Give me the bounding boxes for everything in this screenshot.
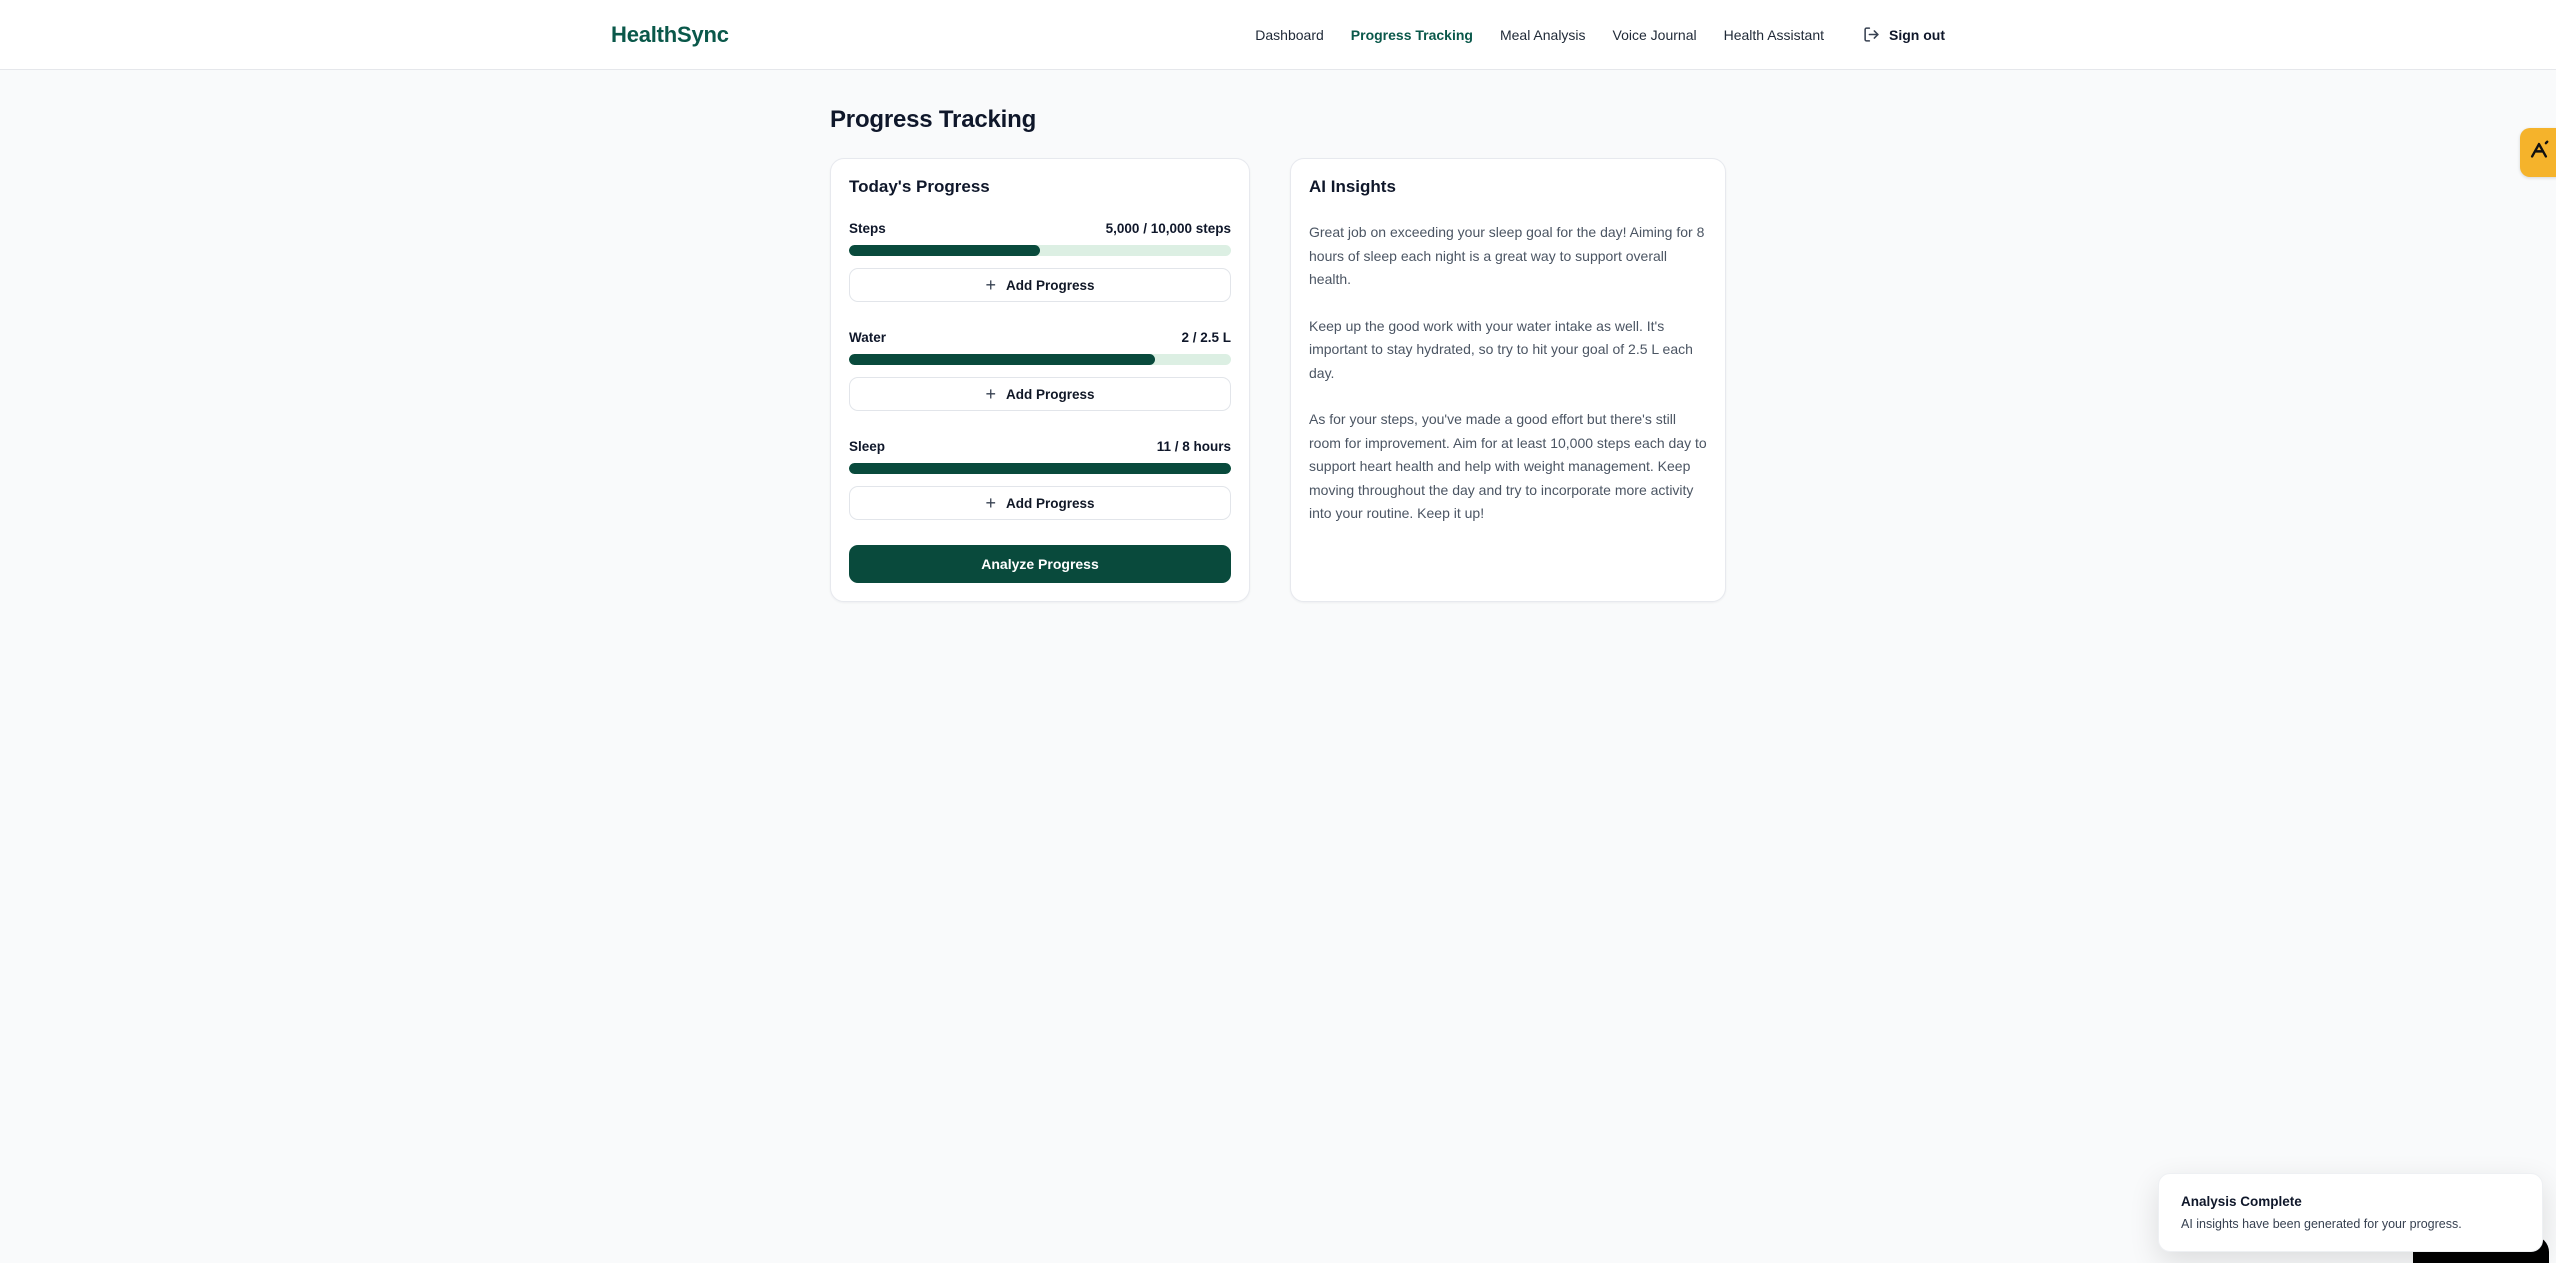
nav-item-voice-journal[interactable]: Voice Journal [1612,26,1697,43]
navbar-inner [611,22,1945,48]
metric-water [849,330,1231,411]
insight-paragraph: Great job on exceeding your sleep goal for the day! Aiming for 8 hours of sleep each night is a great way to support overall health. [1309,224,1705,287]
main-content [0,70,2556,602]
add-progress-label: Add Progress [1005,495,1095,511]
stylized-a-icon [2528,139,2550,166]
steps-progress-fill [849,245,1040,256]
toast-title: Analysis Complete [2181,1194,2302,1209]
insights-card-title: AI Insights [1309,177,1396,196]
nav-item-health-assistant[interactable]: Health Assistant [1723,26,1824,43]
metric-steps [849,221,1231,302]
cards-grid [830,158,1726,602]
analyze-progress-button[interactable]: Analyze Progress [849,545,1231,583]
add-progress-label: Add Progress [1005,277,1095,293]
top-navbar [0,0,2556,70]
log-out-icon [1863,26,1880,43]
insight-paragraph: Keep up the good work with your water intake as well. It's important to stay hydrated, so try to hit your goal of 2.5 L each day. [1309,317,1693,381]
nav-item-meal-analysis[interactable]: Meal Analysis [1499,26,1586,43]
metric-sleep [849,439,1231,520]
sleep-progress-fill [849,463,1231,474]
plus-icon: + [985,383,996,404]
steps-value: 5,000 / 10,000 steps [1105,221,1231,236]
toast-notification[interactable] [2158,1173,2543,1252]
sleep-add-progress-button[interactable] [849,486,1231,520]
ai-insights-card [1290,158,1726,602]
steps-label: Steps [849,221,886,236]
plus-icon: + [985,492,996,513]
sign-out-label: Sign out [1889,26,1945,43]
water-value: 2 / 2.5 L [1181,330,1231,345]
sleep-label: Sleep [849,439,886,454]
feedback-widget-button[interactable] [2520,128,2556,177]
insight-paragraph: As for your steps, you've made a good effort but there's still room for improvement. Aim for at least 10,000 steps each day to support heart health and help with weight management. Keep moving throughout the day and try to incorporate more activity into your routine. Keep it up! [1309,411,1707,521]
progress-card-title: Today's Progress [849,177,990,196]
sleep-progress-bar [849,463,1231,474]
steps-add-progress-button[interactable] [849,268,1231,302]
steps-progress-bar [849,245,1231,256]
water-progress-fill [849,354,1155,365]
todays-progress-card [830,158,1250,602]
nav-item-dashboard[interactable]: Dashboard [1255,26,1324,43]
sleep-value: 11 / 8 hours [1156,439,1231,454]
water-add-progress-button[interactable] [849,377,1231,411]
app-logo[interactable]: HealthSync [611,21,729,47]
water-progress-bar [849,354,1231,365]
sign-out-button[interactable] [1863,26,1945,43]
nav-item-progress-tracking[interactable]: Progress Tracking [1350,26,1473,43]
water-label: Water [849,330,887,345]
toast-message: AI insights have been generated for your progress. [2181,1217,2462,1231]
main-nav [1255,26,1945,43]
page-title: Progress Tracking [830,106,1037,133]
add-progress-label: Add Progress [1005,386,1095,402]
plus-icon: + [985,274,996,295]
